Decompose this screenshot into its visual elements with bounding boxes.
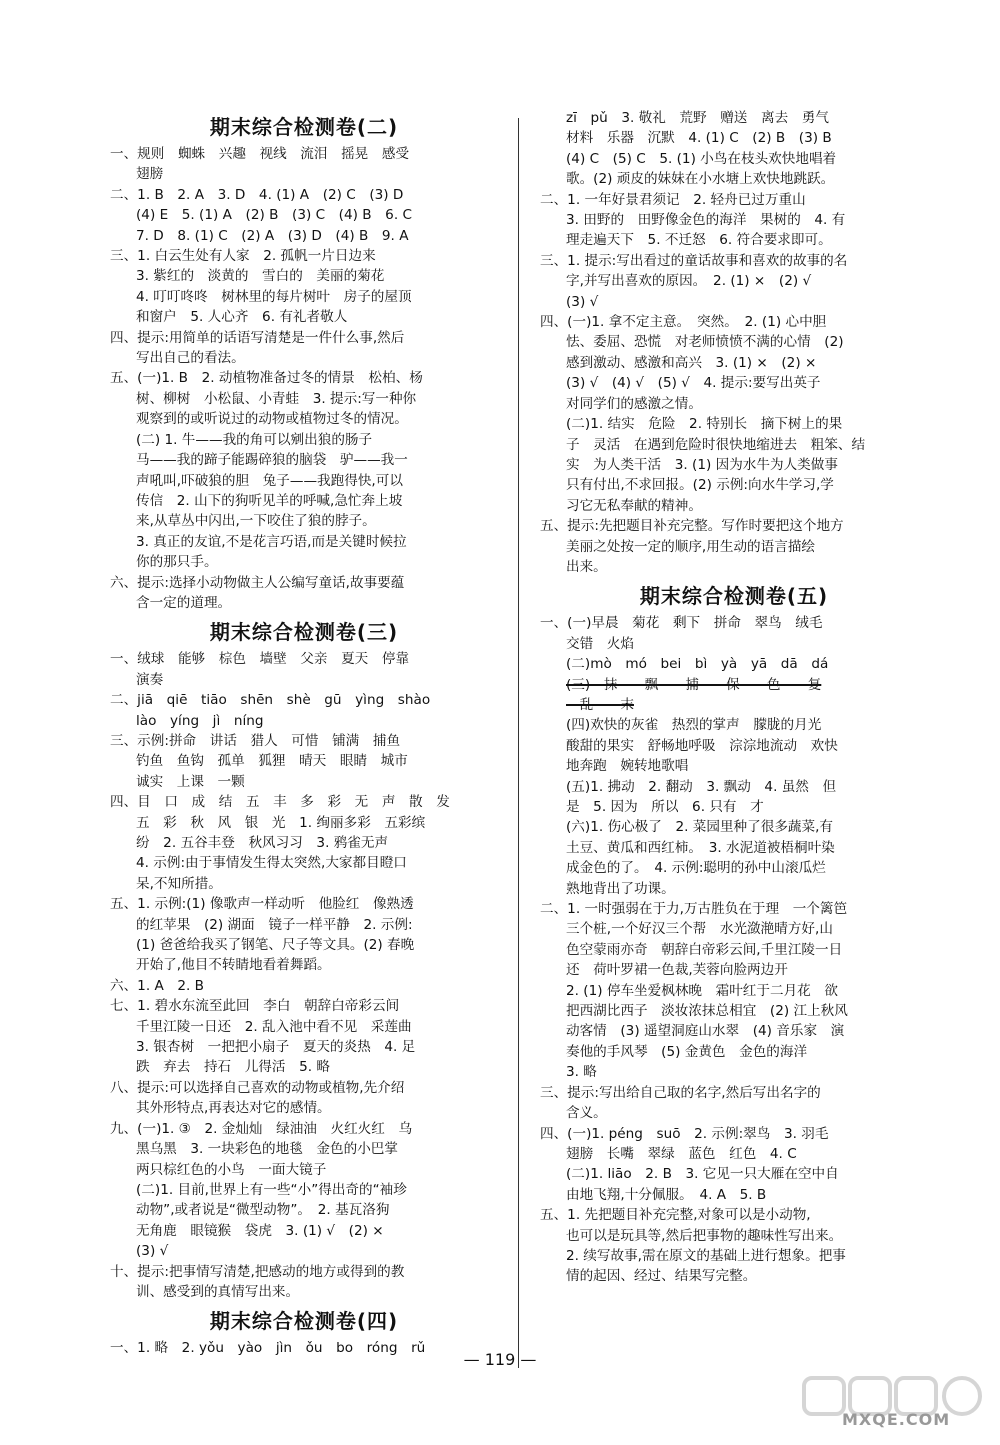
answer-line: 土豆、黄瓜和西红柿。 3. 水泥道被梧桐叶染: [566, 839, 835, 856]
answer-line: 马——我的蹄子能踢碎狼的脑袋 驴——我一: [136, 452, 408, 469]
answer-line: 三、1. 白云生处有人家 2. 孤帆一片日边来: [110, 248, 376, 265]
answer-line: 四、(一)1. péng suō 2. 示例:翠鸟 3. 羽毛: [540, 1125, 829, 1142]
answer-line: 两只棕红色的小鸟 一面大镜子: [136, 1161, 327, 1178]
answer-line: (六)1. 伤心极了 2. 菜园里种了很多蔬菜,有: [566, 819, 834, 836]
answer-line: 熟地背出了功课。: [566, 880, 675, 897]
answer-line: 色空蒙雨亦奇 朝辞白帝彩云间,千里江陵一日: [566, 941, 843, 958]
answer-line: 奏他的手风琴 (5) 金黄色 金色的海洋: [566, 1043, 808, 1060]
answer-line: 翅膀: [136, 166, 164, 183]
answer-line: 是 5. 因为 所以 6. 只有 才: [566, 799, 764, 815]
answer-line: 还 荷叶罗裙一色裁,芙蓉向脸两边开: [566, 962, 788, 979]
answer-line: 一、绒球 能够 棕色 墙壁 父亲 夏天 停靠: [110, 651, 410, 668]
struck-answer-line: (三) 抹 飘 捕 保 色 复: [566, 676, 822, 693]
answer-line: 的红苹果 (2) 湖面 镜子一样平静 2. 示例:: [136, 916, 413, 933]
section-title: 期末综合检测卷(五): [639, 584, 829, 609]
answer-line: 和窗户 5. 人心齐 6. 有礼者敬人: [136, 309, 348, 326]
answer-line: 动客情 (3) 遥望洞庭山水翠 (4) 音乐家 演: [566, 1023, 845, 1040]
answer-line: 二、jiā qiē tiāo shēn shè gū yìng shào: [110, 692, 431, 709]
answer-line: 感到激动、感激和高兴 3. (1) × (2) ×: [566, 354, 817, 371]
answer-line: 声吼叫,吓破狼的胆 兔子——我跑得快,可以: [136, 472, 403, 489]
answer-line: 习它无私奉献的精神。: [566, 497, 702, 514]
answer-line: 也可以是玩具等,然后把事物的趣味性写出来。: [566, 1227, 843, 1244]
answer-line: 2. (1) 停车坐爱枫林晚 霜叶红于二月花 欲: [566, 982, 838, 999]
answer-line: 纷 2. 五谷丰登 秋风习习 3. 鸦雀无声: [136, 835, 389, 851]
watermark-text: MXQE.COM: [842, 1410, 951, 1429]
answer-line: 九、(一)1. ③ 2. 金灿灿 绿油油 火红火红 乌: [110, 1120, 413, 1137]
answer-line: 把西湖比西子 淡妆浓抹总相宜 (2) 江上秋风: [566, 1003, 848, 1020]
answer-line: 歌。(2) 顽皮的妹妹在小水塘上欢快地跳跃。: [566, 171, 835, 188]
answer-line: (3) √ (4) √ (5) √ 4. 提示:要写出英子: [566, 375, 821, 392]
answer-line: 二、1. 一年好景君须记 2. 轻舟已过万重山: [540, 191, 806, 208]
answer-line: 五、1. 先把题目补充完整,对象可以是小动物,: [540, 1207, 811, 1224]
answer-line: 三个桩,一个好汉三个帮 水光潋滟晴方好,山: [566, 921, 833, 938]
answer-line: 只有付出,不求回报。(2) 示例:向水牛学习,学: [566, 477, 834, 494]
answer-line: 呆,不知所措。: [136, 875, 222, 892]
answer-line: 来,从草丛中闪出,一下咬住了狼的脖子。: [136, 513, 376, 530]
answer-line: 四、目 口 成 结 五 丰 多 彩 无 声 散 发: [110, 794, 450, 811]
answer-line: 七、1. 碧水东流至此回 李白 朝辞白帝彩云间: [110, 998, 400, 1015]
answer-line: (3) √: [566, 293, 599, 310]
answer-line: 怯、委屈、恐慌 对老师愤愤不满的心情 (2): [566, 334, 844, 351]
column-divider: [518, 118, 519, 1368]
answer-line: (二)1. 结实 危险 2. 特别长 摘下树上的果: [566, 416, 843, 433]
answer-line: 子 灵活 在遇到危险时很快地缩进去 粗笨、结: [566, 436, 866, 453]
answer-line: 五、1. 示例:(1) 像歌声一样动听 他脸红 像熟透: [110, 896, 414, 913]
struck-answer-line: 乱 末: [566, 696, 634, 713]
answer-line: 出来。: [566, 558, 607, 575]
answer-line: 一、1. 略 2. yǒu yào jìn ǒu bo róng rǔ: [110, 1340, 426, 1357]
answer-line: 写出自己的看法。: [136, 350, 245, 367]
answer-line: 千里江陵一日还 2. 乱入池中看不见 采莲曲: [136, 1018, 412, 1035]
answer-line: 含一定的道理。: [136, 594, 232, 611]
section-title: 期末综合检测卷(四): [209, 1309, 399, 1334]
answer-line: (1) 爸爸给我买了钢笔、尺子等文具。(2) 春晚: [136, 937, 415, 954]
answer-line: (二) 1. 牛——我的角可以剜出狼的肠子: [136, 431, 373, 448]
answer-line: 你的那只手。: [136, 554, 218, 571]
answer-line: 开始了,他目不转睛地看着舞蹈。: [136, 957, 331, 974]
answer-line: zī pǔ 3. 敬礼 荒野 赠送 离去 勇气: [566, 110, 829, 126]
answer-line: 训、感受到的真情写出来。: [136, 1283, 300, 1300]
answer-line: 三、提示:写出给自己取的名字,然后写出名字的: [540, 1084, 821, 1101]
answer-line: 4. 示例:由于事情发生得太突然,大家都目瞪口: [136, 855, 407, 872]
answer-line: 六、1. A 2. B: [110, 977, 204, 994]
answer-line: lào yíng jì níng: [136, 712, 264, 729]
answer-line: 材料 乐器 沉默 4. (1) C (2) B (3) B: [566, 130, 832, 147]
answer-line: 情的起因、经过、结果写完整。: [566, 1268, 757, 1285]
answer-line: 一、(一)早晨 菊花 剩下 拼命 翠鸟 绒毛: [540, 615, 823, 632]
answer-line: 传信 2. 山下的狗听见羊的呼喊,急忙奔上坡: [136, 492, 403, 509]
answer-line: 钓鱼 鱼钩 孤单 狐狸 晴天 眼睛 城市: [136, 753, 408, 770]
answer-line: 三、示例:拼命 讲话 猎人 可惜 铺满 捕鱼: [110, 732, 401, 749]
answer-line: 十、提示:把事情写清楚,把感动的地方或得到的教: [110, 1263, 405, 1280]
answer-line: 其外形特点,再表达对它的感情。: [136, 1100, 331, 1117]
answer-line: 由地飞翔,十分佩服。 4. A 5. B: [566, 1186, 767, 1203]
answer-line: (四)欢快的灰雀 热烈的掌声 朦胧的月光: [566, 717, 822, 734]
answer-line: 六、提示:选择小动物做主人公编写童话,故事要蕴: [110, 574, 405, 591]
answer-line: 3. 紫红的 淡黄的 雪白的 美丽的菊花: [136, 268, 385, 285]
answer-line: 4. 叮叮咚咚 树林里的每片树叶 房子的屋顶: [136, 288, 412, 305]
answer-line: 树、柳树 小松鼠、小青蛙 3. 提示:写一种你: [136, 390, 417, 407]
answer-line: 一、规则 蜘蛛 兴趣 视线 流泪 摇晃 感受: [110, 146, 410, 162]
answer-line: 翅膀 长嘴 翠绿 蓝色 红色 4. C: [566, 1145, 797, 1162]
answer-line: 观察到的或听说过的动物或植物过冬的情况。: [136, 411, 408, 428]
answer-line: 理走遍天下 5. 不迁怒 6. 符合要求即可。: [566, 232, 832, 249]
answer-line: (五)1. 拂动 2. 翻动 3. 飘动 4. 虽然 但: [566, 778, 837, 795]
answer-line: 3. 真正的友谊,不是花言巧语,而是关键时候拉: [136, 533, 407, 550]
answer-line: 交错 火焰: [566, 635, 634, 652]
answer-line: 八、提示:可以选择自己喜欢的动物或植物,先介绍: [110, 1079, 405, 1096]
answer-line: (4) E 5. (1) A (2) B (3) C (4) B 6. C: [136, 207, 412, 224]
answer-line: 7. D 8. (1) C (2) A (3) D (4) B 9. A: [136, 227, 409, 244]
left-column: [110, 108, 498, 1359]
answer-line: 地奔跑 婉转地歌唱: [566, 758, 689, 775]
answer-line: 四、提示:用简单的话语写清楚是一件什么事,然后: [110, 329, 405, 346]
answer-line: 演奏: [136, 671, 164, 688]
answer-line: 五、(一)1. B 2. 动植物准备过冬的情景 松柏、杨: [110, 370, 423, 387]
answer-line: 三、1. 提示:写出看过的童话故事和喜欢的故事的名: [540, 252, 848, 269]
answer-line: 二、1. 一时强弱在于力,万古胜负在于理 一个篱笆: [540, 901, 848, 918]
answer-line: 酸甜的果实 舒畅地呼吸 淙淙地流动 欢快: [566, 737, 838, 754]
answer-line: 二、1. B 2. A 3. D 4. (1) A (2) C (3) D: [110, 186, 404, 203]
answer-line: (3) √: [136, 1243, 169, 1260]
answer-line: 黑乌黑 3. 一块彩色的地毯 金色的小巴掌: [136, 1141, 398, 1158]
answer-line: 3. 略: [566, 1064, 597, 1081]
answer-line: (二)mò mó bei bì yà yā dā dá: [566, 656, 829, 673]
answer-line: 实 为人类干活 3. (1) 因为水牛为人类做事: [566, 456, 838, 473]
answer-line: 诚实 上课 一颗: [136, 773, 245, 790]
answer-line: 四、(一)1. 拿不定主意。 突然。 2. (1) 心中胆: [540, 314, 827, 331]
section-title: 期末综合检测卷(二): [209, 115, 399, 139]
answer-line: 2. 续写故事,需在原文的基础上进行想象。把事: [566, 1247, 846, 1264]
answer-line: 无角鹿 眼镜猴 袋虎 3. (1) √ (2) ×: [136, 1222, 384, 1239]
right-column: [540, 108, 928, 1287]
answer-line: (二)1. liāo 2. B 3. 它见一只大雁在空中自: [566, 1166, 839, 1183]
answer-line: (二)1. 目前,世界上有一些“小”得出奇的“袖珍: [136, 1181, 407, 1198]
answer-line: 字,并写出喜欢的原因。 2. (1) × (2) √: [566, 273, 812, 290]
answer-line: 五、提示:先把题目补充完整。写作时要把这个地方: [540, 518, 844, 535]
answer-line: 成金色的了。 4. 示例:聪明的孙中山滚瓜烂: [566, 860, 826, 877]
answer-line: 美丽之处按一定的顺序,用生动的语言描绘: [566, 538, 816, 555]
answer-line: 对同学们的感激之情。: [566, 395, 702, 412]
answer-line: 含义。: [566, 1105, 607, 1122]
answer-line: (4) C (5) C 5. (1) 小鸟在枝头欢快地唱着: [566, 150, 837, 167]
answer-line: 五 彩 秋 风 银 光 1. 绚丽多彩 五彩缤: [136, 814, 426, 831]
answer-line: 3. 银杏树 一把把小扇子 夏天的炎热 4. 足: [136, 1039, 416, 1056]
section-title: 期末综合检测卷(三): [209, 620, 399, 645]
page-number: — 119 —: [463, 1350, 537, 1369]
answer-line: 3. 田野的 田野像金色的海洋 果树的 4. 有: [566, 212, 846, 229]
answer-line: 动物”,或者说是“微型动物”。 2. 基瓦洛狗: [136, 1202, 390, 1219]
answer-line: 跌 弃去 持石 儿得活 5. 略: [136, 1059, 331, 1076]
